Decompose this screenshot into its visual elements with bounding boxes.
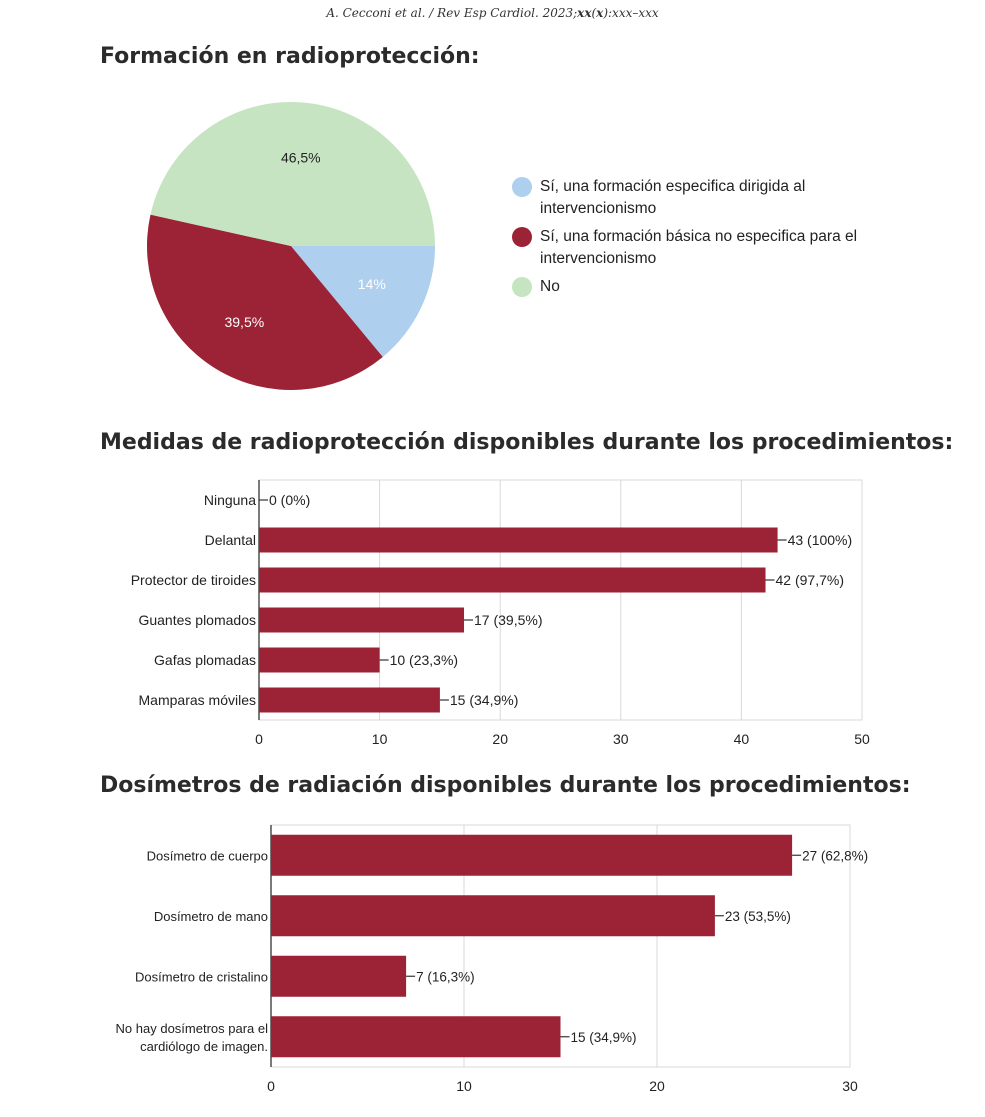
running-head-pages: ):xxx–xxx xyxy=(603,6,659,20)
bar1-tick-label-5: 50 xyxy=(854,731,870,747)
bar-chart-dosimeters xyxy=(0,815,985,1115)
bar2-category-label-1: Dosímetro de mano xyxy=(153,908,268,924)
bar2-value-label-3: 15 (34,9%) xyxy=(570,1029,637,1045)
bar2-bar-0 xyxy=(271,835,792,876)
bar1-category-label-5: Mamparas móviles xyxy=(138,692,256,708)
bar1-category-label-3: Guantes plomados xyxy=(138,612,256,628)
pie-chart-title: Formación en radioprotección: xyxy=(100,44,480,69)
running-head xyxy=(0,6,985,20)
legend-swatch-2 xyxy=(512,277,532,297)
bar-chart-2-title: Dosímetros de radiación disponibles durante los procedimientos: xyxy=(100,773,911,798)
bar-chart-1-title: Medidas de radioprotección disponibles durante los procedimientos: xyxy=(100,430,954,455)
legend-label-2: No xyxy=(540,278,560,295)
bar1-bar-3 xyxy=(259,608,464,633)
running-head-volume: xx xyxy=(577,6,592,20)
pie-slice-label-0: 14% xyxy=(357,276,386,293)
bar1-bar-4 xyxy=(259,648,380,673)
running-head-issue: x xyxy=(596,6,604,20)
legend-swatch-0 xyxy=(512,177,532,197)
legend-item-2 xyxy=(512,276,872,298)
bar1-tick-label-1: 10 xyxy=(371,731,388,747)
bar1-category-label-0: Ninguna xyxy=(203,492,256,508)
bar1-category-label-4: Gafas plomadas xyxy=(154,652,256,668)
bar1-value-label-5: 15 (34,9%) xyxy=(449,692,519,708)
bar2-value-label-1: 23 (53,5%) xyxy=(724,908,791,924)
bar2-tick-label-1: 10 xyxy=(456,1078,472,1094)
bar1-value-label-4: 10 (23,3%) xyxy=(389,652,459,668)
bar-chart-radioprotection-measures xyxy=(0,470,985,760)
bar2-bar-1 xyxy=(271,895,715,936)
pie-legend xyxy=(512,176,872,304)
bar2-bar-2 xyxy=(271,956,406,997)
bar1-value-label-1: 43 (100%) xyxy=(787,532,853,548)
bar2-category-label-3: No hay dosímetros para el cardiólogo de imagen. xyxy=(115,1020,268,1054)
legend-label-0: Sí, una formación especifica dirigida al intervencionismo xyxy=(540,178,806,217)
bar2-value-label-0: 27 (62,8%) xyxy=(802,848,869,864)
pie-slice-label-1: 39,5% xyxy=(224,314,265,331)
bar1-tick-label-0: 0 xyxy=(255,731,263,747)
running-head-paren: ( xyxy=(591,6,597,20)
bar2-tick-label-3: 30 xyxy=(842,1078,858,1094)
bar2-value-label-2: 7 (16,3%) xyxy=(416,969,475,985)
bar1-tick-label-3: 30 xyxy=(613,731,629,747)
bar1-bar-2 xyxy=(259,568,766,593)
bar1-value-label-3: 17 (39,5%) xyxy=(474,612,543,628)
legend-item-1 xyxy=(512,226,872,270)
bar1-category-label-1: Delantal xyxy=(204,532,256,548)
bar1-tick-label-4: 40 xyxy=(733,731,750,747)
pie-slice-label-2: 46,5% xyxy=(280,149,321,166)
bar2-category-label-2: Dosímetro de cristalino xyxy=(135,969,268,985)
bar2-bar-3 xyxy=(271,1016,561,1057)
bar1-bar-1 xyxy=(259,528,778,553)
bar1-value-label-2: 42 (97,7%) xyxy=(775,572,845,588)
running-head-prefix: A. Cecconi et al. / Rev Esp Cardiol. 2023; xyxy=(326,6,578,20)
legend-item-0 xyxy=(512,176,872,220)
legend-label-1: Sí, una formación básica no especifica para el intervencionismo xyxy=(540,228,858,267)
bar1-plot-frame xyxy=(259,480,862,720)
bar1-value-label-0: 0 (0%) xyxy=(269,492,311,508)
legend-swatch-1 xyxy=(512,227,532,247)
bar2-category-label-0: Dosímetro de cuerpo xyxy=(146,848,268,864)
bar2-tick-label-2: 20 xyxy=(649,1078,665,1094)
bar2-tick-label-0: 0 xyxy=(267,1078,275,1094)
bar1-tick-label-2: 20 xyxy=(492,731,508,747)
bar1-bar-5 xyxy=(259,688,440,713)
bar1-category-label-2: Protector de tiroides xyxy=(130,572,256,588)
